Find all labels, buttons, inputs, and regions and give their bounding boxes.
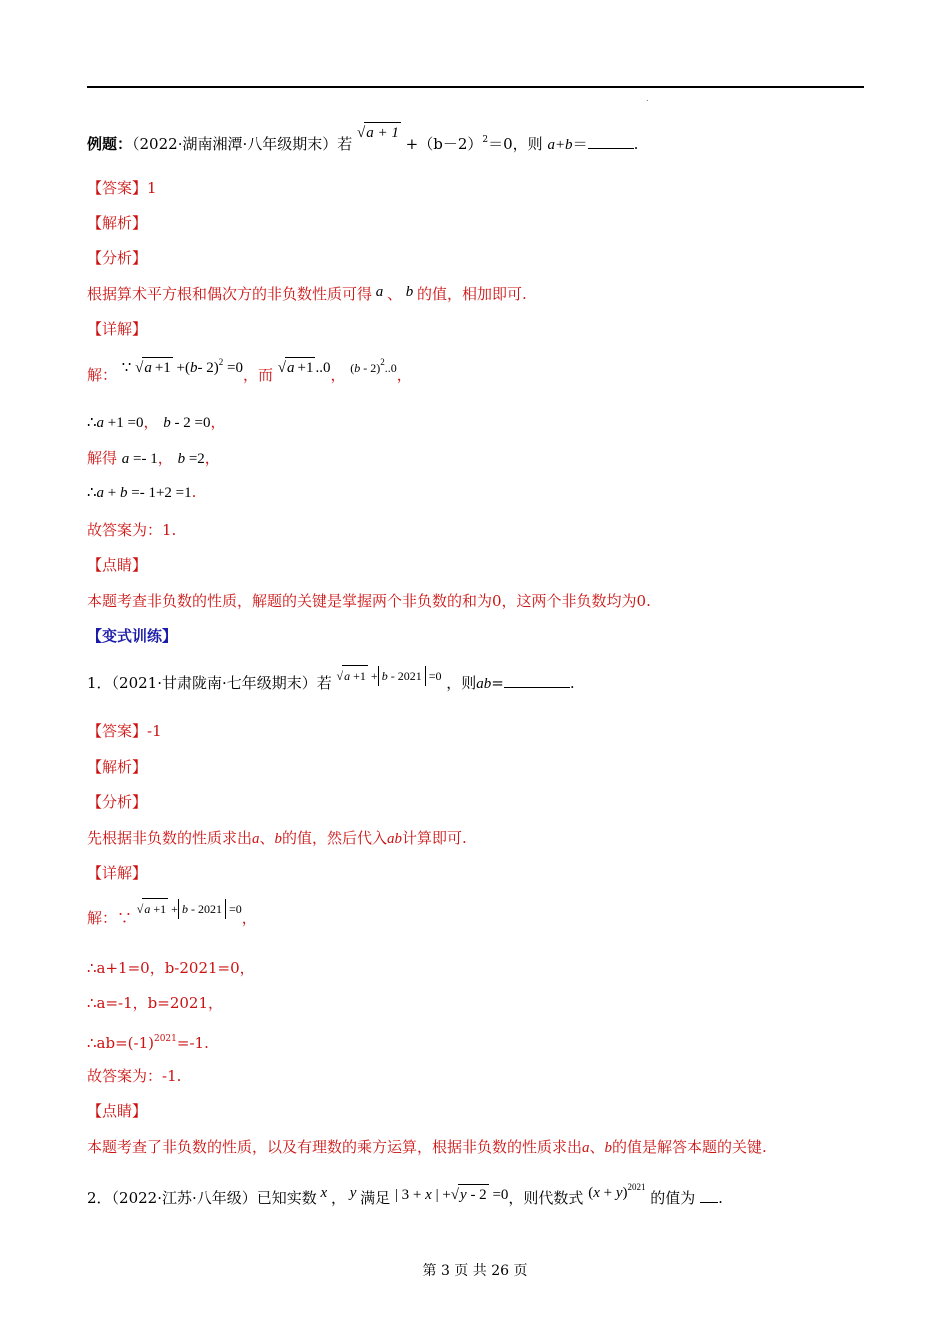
variant-title: 【变式训练】 [87, 627, 178, 645]
q1-dianjing: 【点睛】 [87, 1102, 148, 1120]
example-step4: ∴a + b =- 1+2 =1. [87, 483, 197, 501]
example-conclusion: 故答案为：1. [87, 521, 177, 539]
header-dot: . [646, 94, 649, 103]
q1-conclusion: 故答案为：-1. [87, 1067, 182, 1085]
example-jiexi: 【解析】 [87, 214, 148, 232]
page-footer: 第 3 页 共 26 页 [422, 1263, 528, 1279]
example-fenxi: 【分析】 [87, 249, 148, 267]
example-question: 例题：（2022·湖南湘潭·八年级期末）若 $√a + 1 +(b-2)^2=0$，则 a+b＝ . [87, 130, 638, 155]
q1-xiangjie: 【详解】 [87, 864, 148, 882]
example-answer: 【答案】1 [87, 179, 157, 197]
header-rule [87, 86, 864, 88]
q1-line1: ∴a+1=0，b-2021=0， [87, 959, 255, 977]
example-xiangjie: 【详解】 [87, 320, 148, 338]
q1-line3: $\therefore ab=(-1)^{2021}=-1$. [87, 1034, 209, 1052]
q1-line2: ∴a=-1，b=2021， [87, 994, 224, 1012]
q1-dianjing-text: 本题考查了非负数的性质，以及有理数的乘方运算，根据非负数的性质求出a、b的值是解答本题的关键. [87, 1138, 767, 1156]
variant-q2: 2．（2022·江苏·八年级）已知实数 x ， y 满足 | 3 + x | +√y - 2 =0，则代数式 $(x + y)^{2021}$ 的值为 . [87, 1182, 723, 1207]
q1-fenxi: 【分析】 [87, 793, 148, 811]
q1-fenxi-text: 先根据非负数的性质求出a、b的值，然后代入ab计算即可. [87, 829, 467, 847]
example-dianjing: 【点睛】 [87, 556, 148, 574]
example-step3: 解得 a =- 1， b =2， [87, 449, 220, 467]
example-step1: 解： ∵ √a +1 +(b- 2)$^2$ =0，而 √a +1 ..0， $^{(b - 2)^2..0}$， [87, 357, 412, 384]
example-dianjing-text: 本题考查非负数的性质，解题的关键是掌握两个非负数的和为0，这两个非负数均为0. [87, 592, 651, 610]
q1-step1: 解：∵ $^{√a +1 + b - 2021 =0}$， [87, 908, 257, 929]
example-step2: ∴a +1 =0， b - 2 =0， [87, 413, 226, 431]
q1-jiexi: 【解析】 [87, 758, 148, 776]
variant-q1: 1．（2021·甘肃陇南·七年级期末）若 $^{√a +1 + b - 2021 =0}$ ，则ab= . [87, 673, 575, 694]
q1-answer: 【答案】-1 [87, 722, 162, 740]
example-fenxi-text: 根据算术平方根和偶次方的非负数性质可得 a 、 b 的值，相加即可. [87, 284, 527, 303]
